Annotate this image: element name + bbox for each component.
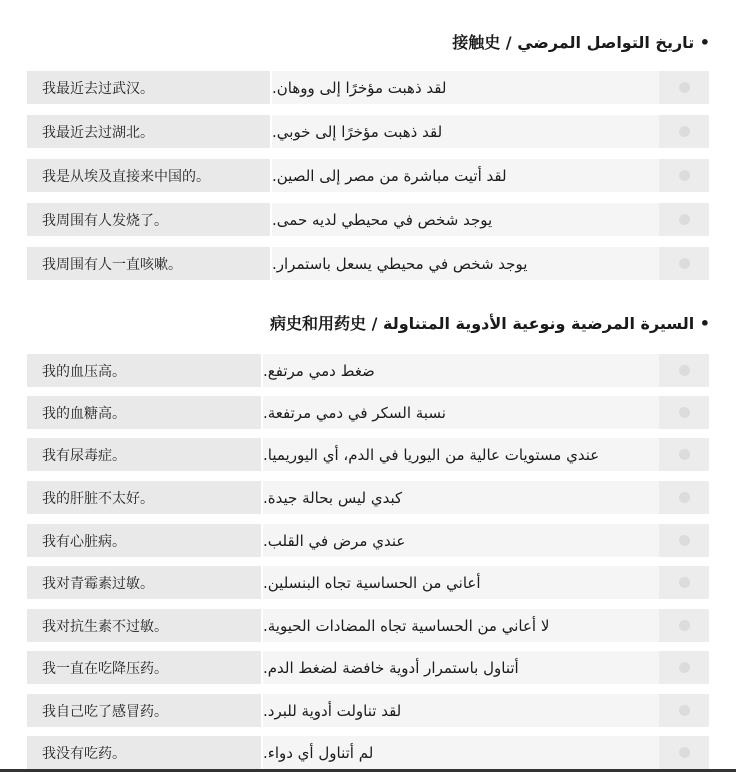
select-radio[interactable] — [659, 566, 709, 599]
radio-circle-icon — [679, 577, 690, 588]
chinese-text: 我没有吃药。 — [27, 736, 261, 769]
radio-circle-icon — [679, 492, 690, 503]
table-row — [27, 481, 709, 514]
table-row — [27, 609, 709, 642]
table-row — [27, 115, 709, 148]
table-row — [27, 438, 709, 471]
radio-circle-icon — [679, 214, 690, 225]
arabic-text: ضغط دمي مرتفع. — [263, 354, 659, 387]
radio-circle-icon — [679, 407, 690, 418]
radio-circle-icon — [679, 535, 690, 546]
chinese-text: 我有尿毒症。 — [27, 438, 261, 471]
chinese-text: 我的肝脏不太好。 — [27, 481, 261, 514]
arabic-text: لقد أتيت مباشرة من مصر إلى الصين. — [272, 159, 659, 192]
select-radio[interactable] — [659, 609, 709, 642]
arabic-text: أعاني من الحساسية تجاه البنسلين. — [263, 566, 659, 599]
chinese-text: 我最近去过武汉。 — [27, 71, 270, 104]
arabic-text: لقد ذهبت مؤخرًا إلى ووهان. — [272, 71, 659, 104]
table-row — [27, 396, 709, 429]
select-radio[interactable] — [659, 524, 709, 557]
radio-circle-icon — [679, 365, 690, 376]
arabic-text: عندي مستويات عالية من اليوريا في الدم، أي اليوريميا. — [263, 438, 659, 471]
arabic-text: لقد تناولت أدوية للبرد. — [263, 694, 659, 727]
chinese-text: 我对青霉素过敏。 — [27, 566, 261, 599]
table-row — [27, 524, 709, 557]
radio-circle-icon — [679, 747, 690, 758]
select-radio[interactable] — [659, 481, 709, 514]
select-radio[interactable] — [659, 396, 709, 429]
radio-circle-icon — [679, 620, 690, 631]
select-radio[interactable] — [659, 736, 709, 769]
arabic-text: يوجد شخص في محيطي يسعل باستمرار. — [272, 247, 659, 280]
arabic-text: كبدي ليس بحالة جيدة. — [263, 481, 659, 514]
table-row — [27, 247, 709, 280]
select-radio[interactable] — [659, 71, 709, 104]
select-radio[interactable] — [659, 247, 709, 280]
table-row — [27, 651, 709, 684]
table-row — [27, 354, 709, 387]
bottom-divider — [0, 769, 736, 772]
chinese-text: 我周围有人一直咳嗽。 — [27, 247, 270, 280]
select-radio[interactable] — [659, 354, 709, 387]
radio-circle-icon — [679, 705, 690, 716]
section-heading-contact-history: • تاريخ التواصل المرضي / 接触史 — [452, 33, 710, 52]
radio-circle-icon — [679, 126, 690, 137]
chinese-text: 我最近去过湖北。 — [27, 115, 270, 148]
select-radio[interactable] — [659, 115, 709, 148]
table-row — [27, 566, 709, 599]
chinese-text: 我对抗生素不过敏。 — [27, 609, 261, 642]
radio-circle-icon — [679, 170, 690, 181]
chinese-text: 我是从埃及直接来中国的。 — [27, 159, 270, 192]
arabic-text: لقد ذهبت مؤخرًا إلى خوبي. — [272, 115, 659, 148]
radio-circle-icon — [679, 449, 690, 460]
radio-circle-icon — [679, 258, 690, 269]
table-row — [27, 203, 709, 236]
chinese-text: 我的血糖高。 — [27, 396, 261, 429]
table-row — [27, 694, 709, 727]
radio-circle-icon — [679, 82, 690, 93]
select-radio[interactable] — [659, 438, 709, 471]
section-heading-medical-history: • السيرة المرضية ونوعية الأدوية المتناولة / 病史和用药史 — [269, 314, 710, 333]
table-row — [27, 159, 709, 192]
arabic-text: أتناول باستمرار أدوية خافضة لضغط الدم. — [263, 651, 659, 684]
select-radio[interactable] — [659, 159, 709, 192]
select-radio[interactable] — [659, 694, 709, 727]
arabic-text: لا أعاني من الحساسية تجاه المضادات الحيوية. — [263, 609, 659, 642]
table-row — [27, 736, 709, 769]
chinese-text: 我周围有人发烧了。 — [27, 203, 270, 236]
arabic-text: لم أتناول أي دواء. — [263, 736, 659, 769]
select-radio[interactable] — [659, 203, 709, 236]
table-row — [27, 71, 709, 104]
radio-circle-icon — [679, 662, 690, 673]
chinese-text: 我的血压高。 — [27, 354, 261, 387]
select-radio[interactable] — [659, 651, 709, 684]
arabic-text: نسبة السكر في دمي مرتفعة. — [263, 396, 659, 429]
chinese-text: 我一直在吃降压药。 — [27, 651, 261, 684]
arabic-text: يوجد شخص في محيطي لديه حمى. — [272, 203, 659, 236]
chinese-text: 我自己吃了感冒药。 — [27, 694, 261, 727]
arabic-text: عندي مرض في القلب. — [263, 524, 659, 557]
chinese-text: 我有心脏病。 — [27, 524, 261, 557]
